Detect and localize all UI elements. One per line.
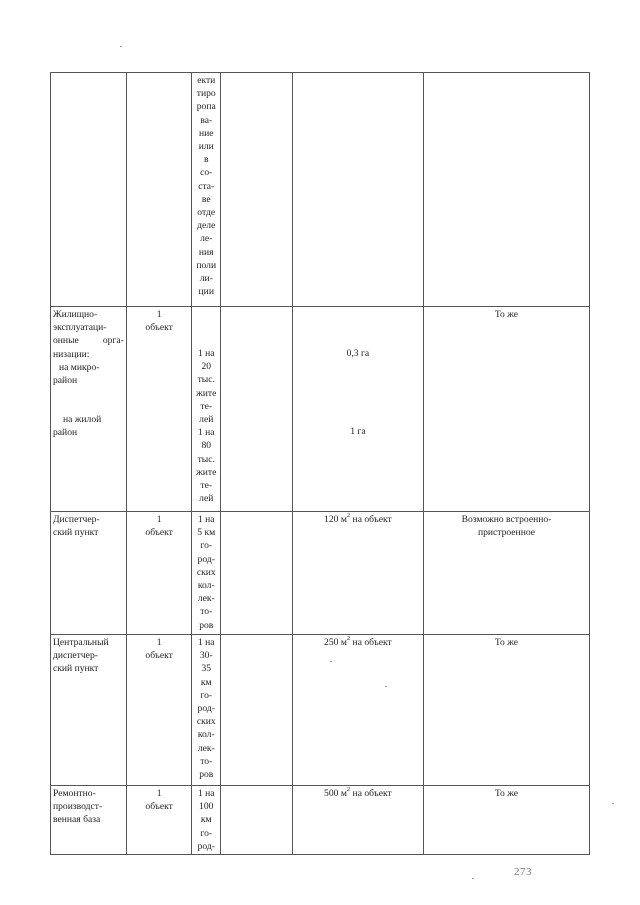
scan-speck xyxy=(330,661,332,662)
area-cell: 0,3 га 1 га xyxy=(292,307,423,512)
name-cell: Жилищно- эксплуатаци- онные орга- низации: на микро- район на жилой район xyxy=(51,307,127,512)
scan-speck xyxy=(612,803,614,804)
unit-cell: 1 объект xyxy=(126,307,192,512)
unit-cell: 1 объект xyxy=(126,635,192,786)
empty-cell xyxy=(221,73,293,307)
table-row xyxy=(51,786,590,855)
area-cell: 120 $м^2$ на объект xyxy=(292,512,423,635)
norm-cell: 1 на 100 км го- род- xyxy=(192,786,221,855)
area-cell xyxy=(292,73,423,307)
table-row xyxy=(51,307,590,512)
unit-cell xyxy=(126,73,192,307)
empty-cell xyxy=(221,512,293,635)
table-row xyxy=(51,512,590,635)
norm-cell: 1 на 5 км го- род- ских кол- лек- то- ров xyxy=(192,512,221,635)
scan-speck xyxy=(385,686,387,687)
note-cell: Возможно встроенно- пристроенное xyxy=(423,512,589,635)
empty-cell xyxy=(221,307,293,512)
norm-cell: екти тиро ропа ва- ние или в со- ста- ве отде деле ле- ния поли ли- ции xyxy=(192,73,221,307)
note-cell: То же xyxy=(423,307,589,512)
note-cell xyxy=(423,73,589,307)
scan-speck xyxy=(120,46,122,47)
table-row xyxy=(51,635,590,786)
unit-cell: 1 объект xyxy=(126,512,192,635)
norm-cell: 1 на 30- 35 км го- род- ских кол- лек- то- ров xyxy=(192,635,221,786)
empty-cell xyxy=(221,786,293,855)
table-row xyxy=(51,73,590,307)
norms-table xyxy=(50,72,590,855)
page-number: 273 xyxy=(514,866,532,878)
note-cell: То же xyxy=(423,635,589,786)
empty-cell xyxy=(221,635,293,786)
name-cell xyxy=(51,73,127,307)
scan-speck xyxy=(472,878,474,879)
note-cell: То же xyxy=(423,786,589,855)
name-cell: Диспетчер- ский пункт xyxy=(51,512,127,635)
name-cell: Центральный диспетчер- ский пункт xyxy=(51,635,127,786)
name-cell: Ремонтно- производст- венная база xyxy=(51,786,127,855)
area-cell: 500 $м^2$ на объект xyxy=(292,786,423,855)
norm-cell: 1 на 20 тыс. жите те- лей 1 на 80 тыс. жите те- лей xyxy=(192,307,221,512)
area-cell: 250 $м^2$ на объект xyxy=(292,635,423,786)
unit-cell: 1 объект xyxy=(126,786,192,855)
